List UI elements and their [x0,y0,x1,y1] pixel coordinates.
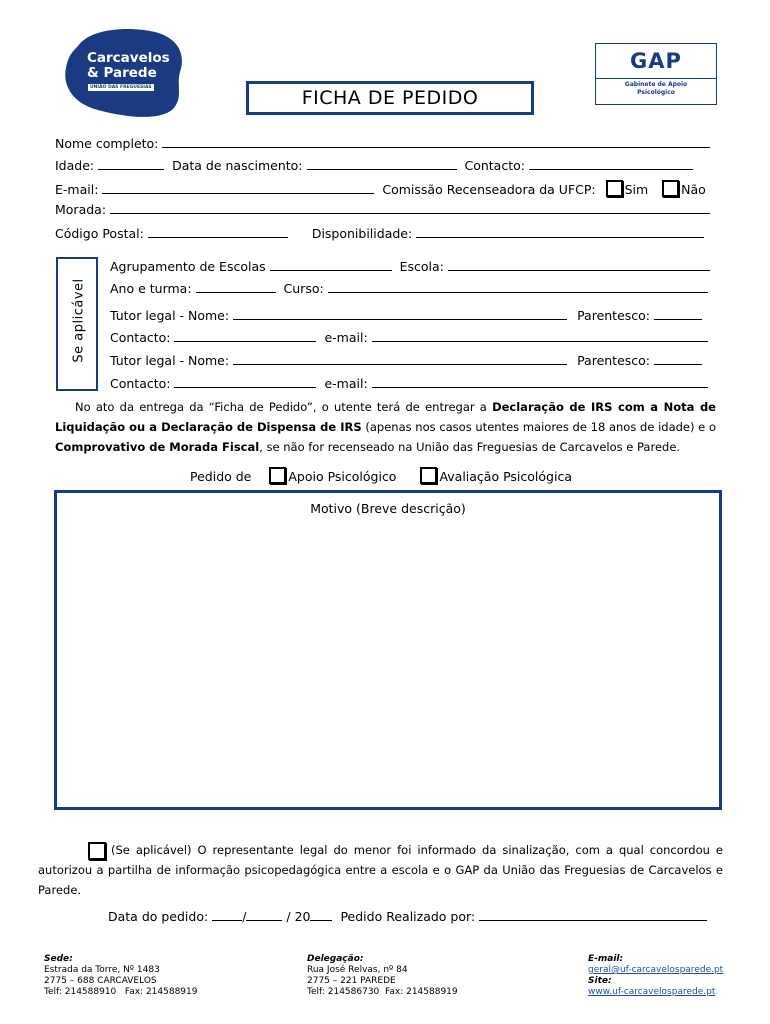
disponibilidade-field[interactable] [416,227,704,238]
notice-p1: No ato da entrega da “Ficha de Pedido”, o utente terá de entregar a [75,400,493,414]
tutor2-parentesco-field[interactable] [654,354,702,365]
morada-label: Morada: [55,202,107,217]
tutor1-contacto-label: Contacto: [110,330,171,345]
realizado-label: Pedido Realizado por: [340,909,476,924]
curso-label: Curso: [283,281,324,296]
tutor1-email-field[interactable] [372,331,708,342]
logo-line2: & Parede [87,65,157,81]
tutor1-nome-label: Tutor legal - Nome: [110,308,230,323]
agrupamento-field[interactable] [270,260,392,271]
row-ano-turma [110,281,714,296]
sim-label: Sim [624,182,649,197]
row-tutor1-contacto [110,330,714,345]
escola-label: Escola: [399,259,444,274]
nome-field[interactable] [162,137,710,148]
data-pedido-day[interactable] [212,910,242,921]
tutor2-email-label: e-mail: [324,376,368,391]
footer-contacts [588,954,723,998]
delegacao-line3: Telf: 214586730 Fax: 214588919 [307,987,458,997]
data-pedido-label: Data do pedido: [108,909,209,924]
row-nome [55,136,714,151]
logo [60,26,188,118]
tutor1-parentesco-label: Parentesco: [577,308,651,323]
tutor1-contacto-field[interactable] [174,331,316,342]
logo-line1: Carcavelos [87,50,170,66]
email-field[interactable] [102,183,374,194]
contacto-label: Contacto: [464,158,525,173]
site-title: Site: [588,976,612,986]
consent-text: (Se aplicável) O representante legal do menor foi informado da sinalização, com a qual concordou e autorizou a partilha de informação psicopedagógica entre a escola e o GAP da União das Freguesias de Carcavelos e Parede. [38,843,723,897]
delegacao-line2: 2775 – 221 PAREDE [307,976,396,986]
sim-checkbox[interactable] [606,180,623,197]
row-tutor2-contacto [110,376,714,391]
email-link[interactable]: geral@uf-carcavelosparede.pt [588,965,724,975]
tutor2-contacto-field[interactable] [174,377,316,388]
sede-line2: 2775 – 688 CARCAVELOS [44,976,157,986]
morada-field[interactable] [110,203,710,214]
row-data-pedido: Data do pedido: / / 20 Pedido Realizado por: [108,909,707,924]
sede-line3: Telf: 214588910 Fax: 214588919 [44,987,198,997]
gap-logo [595,43,717,105]
email-title: E-mail: [588,954,624,964]
form-title-box [246,81,534,115]
ano-turma-field[interactable] [196,282,276,293]
nome-label: Nome completo: [55,136,159,151]
email-label: E-mail: [55,182,99,197]
curso-field[interactable] [328,282,708,293]
tutor2-parentesco-label: Parentesco: [577,353,651,368]
apoio-label: Apoio Psicológico [288,469,397,484]
comissao-label: Comissão Recenseadora da UFCP: [382,182,596,197]
data-pedido-year[interactable] [310,910,332,921]
tutor1-email-label: e-mail: [324,330,368,345]
notice-b1: Declaração de IRS com a Nota de Liquidação ou a Declaração de Dispensa de IRS [55,400,716,434]
tutor2-contacto-label: Contacto: [110,376,171,391]
realizado-field[interactable] [479,910,707,921]
row-agrupamento [110,259,714,274]
se-aplicavel-box [56,257,98,391]
agrupamento-label: Agrupamento de Escolas [110,259,266,274]
tutor1-nome-field[interactable] [233,309,567,320]
disponibilidade-label: Disponibilidade: [311,226,413,241]
se-aplicavel-label: Se aplicável [71,278,87,363]
tutor2-email-field[interactable] [372,377,708,388]
codigo-postal-field[interactable] [148,227,288,238]
motivo-box[interactable] [54,490,722,810]
data-pedido-year-prefix: / 20 [286,909,311,924]
footer-sede [44,954,197,998]
escola-field[interactable] [448,260,710,271]
logo-tagline: UNIÃO DAS FREGUESIAS [90,85,152,90]
notice-p3: , se não for recenseado na União das Freguesias de Carcavelos e Parede. [259,440,681,454]
notice-paragraph [55,397,716,457]
idade-field[interactable] [98,159,164,170]
row-email [55,180,714,197]
sede-title: Sede: [44,954,73,964]
ano-turma-label: Ano e turma: [110,281,192,296]
sede-line1: Estrada da Torre, Nº 1483 [44,965,160,975]
gap-subtitle-line2: Psicológico [637,89,675,96]
gap-title: GAP [596,44,716,79]
gap-subtitle-line1: Gabinete de Apoio [624,81,688,88]
apoio-checkbox[interactable] [269,467,286,484]
pedido-label: Pedido de [190,469,252,484]
codigo-postal-label: Código Postal: [55,226,144,241]
row-idade [55,158,714,173]
data-nascimento-field[interactable] [307,159,457,170]
nao-label: Não [681,182,706,197]
tutor2-nome-field[interactable] [233,354,567,365]
motivo-title: Motivo (Breve descrição) [310,501,466,516]
contacto-field[interactable] [529,159,693,170]
row-tutor2-nome [110,353,714,368]
avaliacao-checkbox[interactable] [420,467,437,484]
delegacao-line1: Rua José Relvas, nº 84 [307,965,408,975]
form-title: FICHA DE PEDIDO [301,87,479,109]
site-link[interactable]: www.uf-carcavelosparede.pt [588,987,716,997]
gap-subtitle [596,81,716,97]
footer-delegacao [307,954,458,998]
tutor1-parentesco-field[interactable] [654,309,702,320]
nao-checkbox[interactable] [662,180,679,197]
row-tutor1-nome [110,308,714,323]
data-pedido-month[interactable] [246,910,282,921]
notice-b2: Comprovativo de Morada Fiscal [55,440,260,454]
notice-p2: (apenas nos casos utentes maiores de 18 anos de idade) e o [361,420,716,434]
idade-label: Idade: [55,158,95,173]
tutor2-nome-label: Tutor legal - Nome: [110,353,230,368]
delegacao-title: Delegação: [307,954,364,964]
avaliacao-label: Avaliação Psicológica [439,469,572,484]
row-pedido [190,467,572,484]
data-nascimento-label: Data de nascimento: [172,158,303,173]
row-codigo-postal [55,226,714,241]
row-morada [55,202,714,217]
